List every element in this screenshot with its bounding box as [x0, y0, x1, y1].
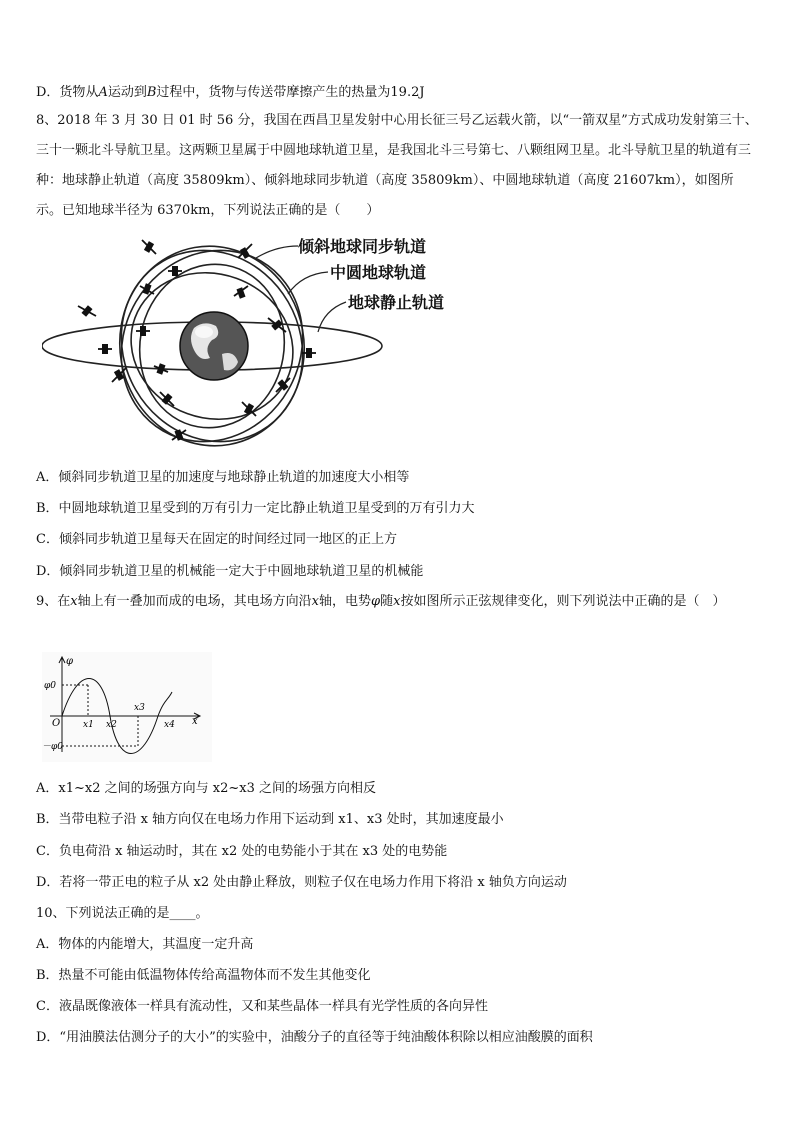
- q9-option-a: A．x1~x2 之间的场强方向与 x2~x3 之间的场强方向相反: [36, 781, 376, 796]
- label-geo-orbit: 地球静止轨道: [348, 293, 445, 312]
- earth-icon: [180, 312, 248, 380]
- q10-option-c: C．液晶既像液体一样具有流动性，又和某些晶体一样具有光学性质的各向异性: [36, 999, 488, 1014]
- svg-text:φ: φ: [66, 656, 74, 667]
- q8-stem: 8、2018 年 3 月 30 日 01 时 56 分，我国在西昌卫星发射中心用长征三号乙运载火箭，以“一箭双星”方式成功发射第三十、三十一颗北斗导航卫星。这两颗卫星属于中圆地球轨道卫星，是我国北斗三号第七、八颗组网卫星。北斗导航卫星的轨道有三种：地球静止轨道（高度 35809km）、倾斜地球同步轨道（高度 35809km）、中圆地球轨道（高度 21607km），如图所示。已知地球半径为 6370km，下列说法正确的是（ ）: [36, 113, 758, 218]
- svg-text:O: O: [52, 718, 61, 729]
- svg-text:－φ0: －φ0: [42, 742, 64, 752]
- potential-sine-graph: [42, 652, 212, 762]
- q8-option-c: C．倾斜同步轨道卫星每天在固定的时间经过同一地区的正上方: [36, 532, 397, 547]
- svg-text:φ0: φ0: [44, 681, 57, 691]
- label-inclined-orbit: 倾斜地球同步轨道: [298, 237, 427, 256]
- label-meo-orbit: 中圆地球轨道: [330, 263, 427, 282]
- q10-option-b: B．热量不可能由低温物体传给高温物体而不发生其他变化: [36, 968, 371, 983]
- q9-option-b: B．当带电粒子沿 x 轴方向仅在电场力作用下运动到 x1、x3 处时，其加速度最小: [36, 812, 504, 827]
- svg-text:x2: x2: [106, 720, 117, 730]
- svg-text:x3: x3: [134, 703, 145, 713]
- svg-text:x4: x4: [164, 720, 175, 730]
- q7-option-d: D．货物从A运动到B过程中，货物与传送带摩擦产生的热量为19.2J: [36, 85, 425, 100]
- q8-option-b: B．中圆地球轨道卫星受到的万有引力一定比静止轨道卫星受到的万有引力大: [36, 501, 475, 516]
- q10-option-a: A．物体的内能增大，其温度一定升高: [36, 937, 254, 952]
- q9-option-d: D．若将一带正电的粒子从 x2 处由静止释放，则粒子仅在电场力作用下将沿 x 轴负方向运动: [36, 875, 567, 890]
- q10-option-d: D．“用油膜法估测分子的大小”的实验中，油酸分子的直径等于纯油酸体积除以相应油酸膜的面积: [36, 1030, 593, 1045]
- q9-stem: 9、在x轴上有一叠加而成的电场，其电场方向沿x轴，电势φ随x按如图所示正弦规律变化，则下列说法中正确的是（ ）: [36, 594, 726, 609]
- svg-text:x1: x1: [83, 720, 94, 730]
- q8-option-a: A．倾斜同步轨道卫星的加速度与地球静止轨道的加速度大小相等: [36, 470, 410, 485]
- satellite-orbit-figure: [42, 236, 472, 452]
- q8-option-d: D．倾斜同步轨道卫星的机械能一定大于中圆地球轨道卫星的机械能: [36, 564, 424, 579]
- q10-stem: 10、下列说法正确的是____。: [36, 906, 209, 921]
- q9-option-c: C．负电荷沿 x 轴运动时，其在 x2 处的电势能小于其在 x3 处的电势能: [36, 844, 448, 859]
- svg-text:x: x: [192, 716, 198, 727]
